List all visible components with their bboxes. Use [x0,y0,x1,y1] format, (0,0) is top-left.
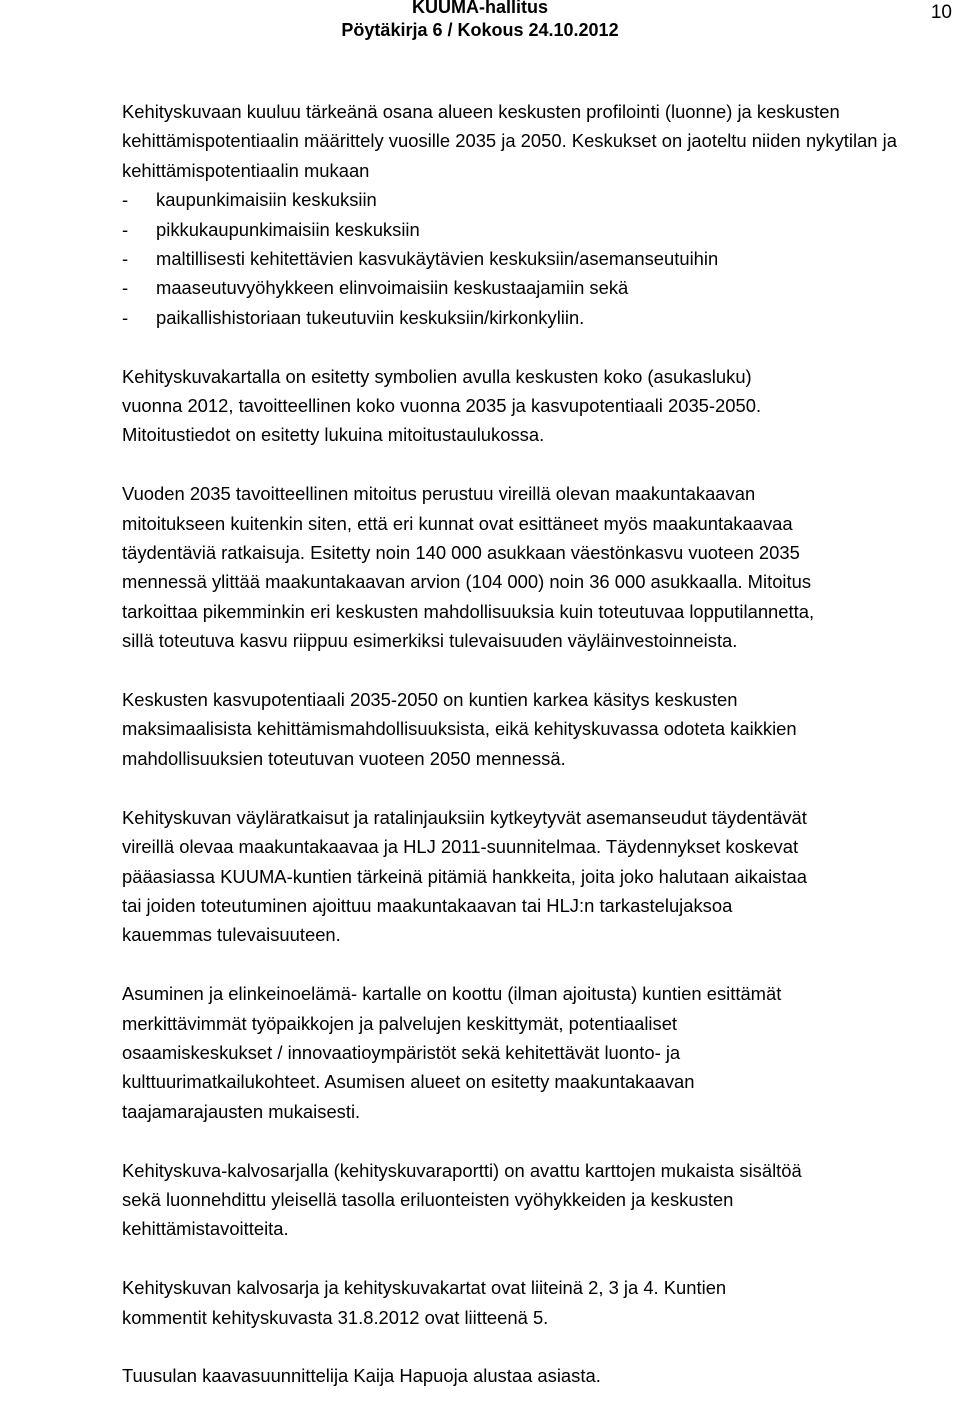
list-item [122,215,960,244]
text-line: Keskusten kasvupotentiaali 2035-2050 on kuntien karkea käsitys keskusten [122,689,738,711]
text-line: vireillä olevaa maakuntakaavaa ja HLJ 2011-suunnitelmaa. Täydennykset koskevat [122,836,799,858]
list-item-text: pikkukaupunkimaisiin keskuksiin [156,218,420,240]
list-item-text: paikallishistoriaan tukeutuviin keskuksiin/kirkonkyliin. [156,306,585,328]
center-category-list [122,185,960,332]
paragraph-slide-set [122,1156,960,1244]
text-line: sekä luonnehdittu yleisellä tasolla eriluonteisten vyöhykkeiden ja keskusten [122,1188,734,1210]
page-header [0,0,960,42]
text-line: Vuoden 2035 tavoitteellinen mitoitus perustuu vireillä olevan maakuntakaavan [122,483,756,505]
text-line: jaoteltu niiden nykytilan ja kehittämispotentiaalin mukaan [122,130,897,181]
text-line: Kehityskuvakartalla on esitetty symbolien avulla keskusten koko (asukasluku) [122,365,752,387]
organization-title: KUUMA-hallitus [412,0,548,17]
text-line: sillä toteutuva kasvu riippuu esimerkiksi tulevaisuuden väyläinvestoinneista. [122,630,738,652]
paragraph-attachments [122,1273,960,1332]
text-line: kulttuurimatkailukohteet. Asumisen alueet on esitetty maakuntakaavan [122,1071,695,1093]
text-line: tarkoittaa pikemminkin eri keskusten mahdollisuuksia kuin toteutuvaa lopputilannetta, [122,600,815,622]
list-item-text: maltillisesti kehitettävien kasvukäytävien keskuksiin/asemanseutuihin [156,248,719,270]
list-item [122,244,960,273]
paragraph-growth-potential [122,685,960,773]
text-line: Asuminen ja elinkeinoelämä- kartalle on koottu (ilman ajoitusta) kuntien esittämät [122,983,782,1005]
text-line: vuonna 2012, tavoitteellinen koko vuonna 2035 ja kasvupotentiaali 2035-2050. [122,395,762,417]
text-line: taajamarajausten mukaisesti. [122,1100,361,1122]
intro-paragraph [122,97,960,332]
text-line: kehittämistavoitteita. [122,1218,289,1240]
page-number: 10 [930,2,952,23]
list-item-text: maaseutuvyöhykkeen elinvoimaisiin keskustaajamiin sekä [156,277,629,299]
text-line: Kehityskuvaan kuuluu tärkeänä osana alueen keskusten profilointi (luonne) ja [122,101,752,122]
text-line: Kehityskuva-kalvosarjalla (kehityskuvaraportti) on avattu karttojen mukaista sisältöä [122,1159,802,1181]
text-line: Kehityskuvan väyläratkaisut ja ratalinjauksiin kytkeytyvät asemanseudut täydentävät [122,806,807,828]
text-line: kauemmas tulevaisuuteen. [122,924,341,946]
text-line: täydentäviä ratkaisuja. Esitetty noin 140 000 asukkaan väestönkasvu vuoteen 2035 [122,542,800,564]
dash-bullet: - [122,277,129,299]
text-line: mennessä ylittää maakuntakaavan arvion (104 000) noin 36 000 asukkaalla. Mitoitus [122,571,812,593]
text-line: kommentit kehityskuvasta 31.8.2012 ovat liitteenä 5. [122,1306,549,1328]
list-item [122,303,960,332]
paragraph-presenter [122,1361,960,1390]
text-line: maksimaalisista kehittämismahdollisuuksista, eikä kehityskuvassa odoteta kaikkien [122,718,797,740]
text-line: mitoitukseen kuitenkin siten, että eri kunnat ovat esittäneet myös maakuntakaavaa [122,512,793,534]
text-line: Mitoitustiedot on esitetty lukuina mitoitustaulukossa. [122,424,545,446]
paragraph-route-solutions [122,803,960,950]
meeting-title: Pöytäkirja 6 / Kokous 24.10.2012 [341,20,619,40]
dash-bullet: - [122,189,129,211]
text-line: merkittävimmät työpaikkojen ja palvelujen keskittymät, potentiaaliset [122,1012,678,1034]
paragraph-dimensioning [122,479,960,655]
list-item-text: kaupunkimaisiin keskuksiin [156,189,377,211]
paragraph-housing-business [122,979,960,1126]
list-item [122,185,960,214]
dash-bullet: - [122,306,129,328]
text-line: tai joiden toteutuminen ajoittuu maakuntakaavan tai HLJ:n tarkastelujaksoa [122,894,733,916]
text-line: Tuusulan kaavasuunnittelija Kaija Hapuoja alustaa asiasta. [122,1365,601,1387]
text-line: osaamiskeskukset / innovaatioympäristöt sekä kehitettävät luonto- ja [122,1041,681,1063]
text-line: Kehityskuvan kalvosarja ja kehityskuvakartat ovat liiteinä 2, 3 ja 4. Kuntien [122,1277,727,1299]
text-line: pääasiassa KUUMA-kuntien tärkeinä pitämiä hankkeita, joita joko halutaan aikaistaa [122,865,807,887]
paragraph-map-symbols [122,362,960,450]
dash-bullet: - [122,248,129,270]
list-item [122,273,960,302]
document-body [122,97,960,1420]
text-line: mahdollisuuksien toteutuvan vuoteen 2050 mennessä. [122,747,566,769]
text-line: keskusten kehittämispotentiaalin määrittely vuosille 2035 ja 2050. Keskukset on [122,101,840,152]
dash-bullet: - [122,218,129,240]
